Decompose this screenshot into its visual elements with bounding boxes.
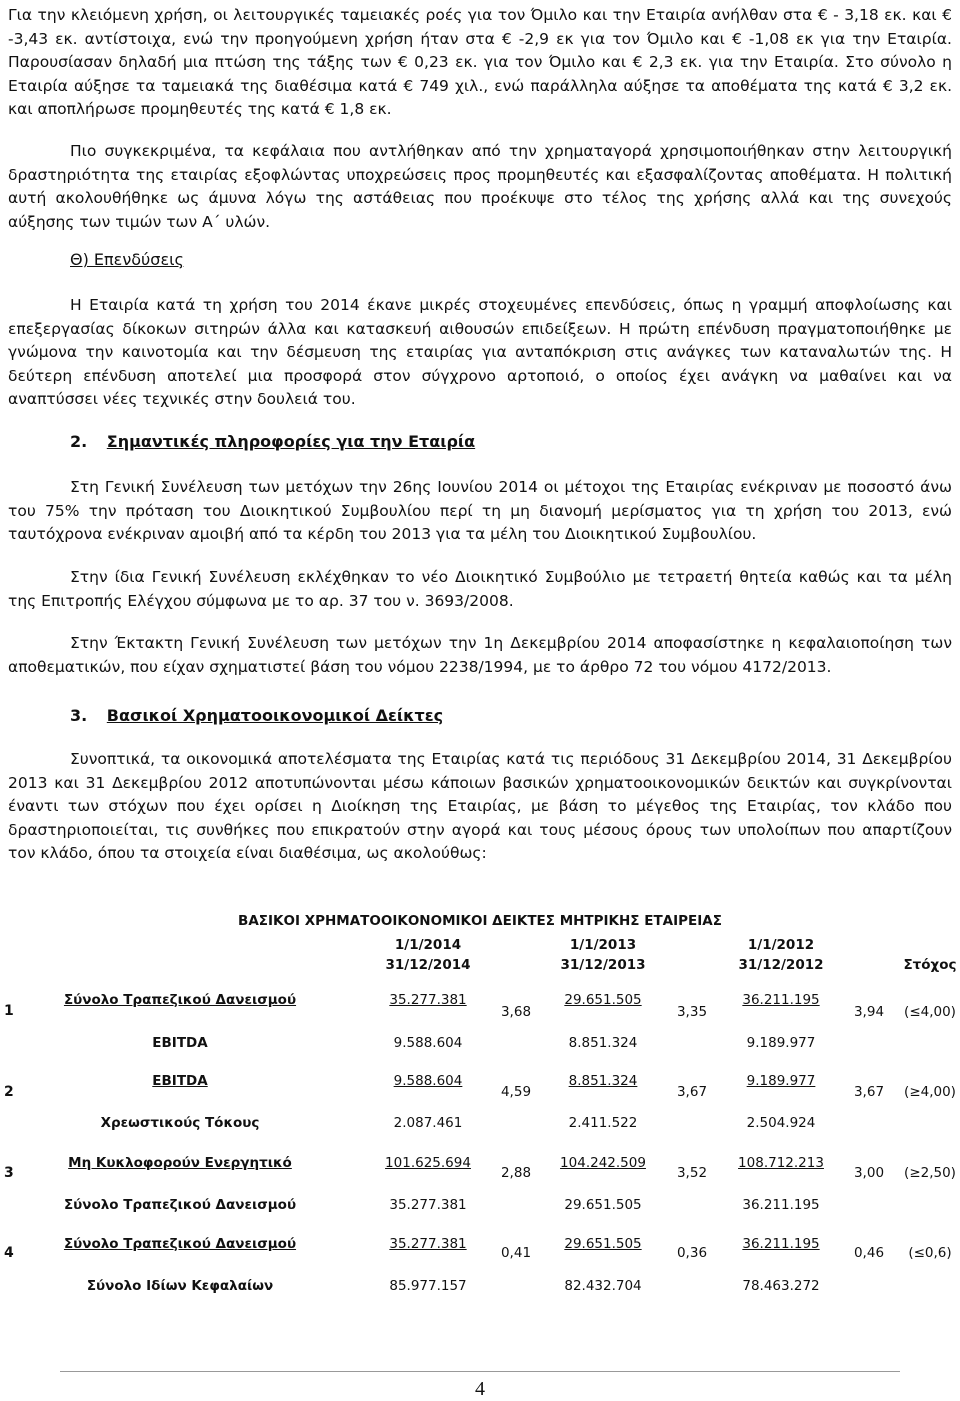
ratio-3-value-2012: 3,00 [853, 1165, 885, 1181]
ratio-4-numerator-2012: 36.211.195 [742, 1236, 820, 1252]
header-period-2013-end: 31/12/2013 [560, 957, 646, 973]
ratio-1-denominator-2014: 9.588.604 [393, 1035, 463, 1051]
ratio-2-denominator-label: Χρεωστικούς Τόκους [100, 1115, 260, 1131]
header-period-2014-end: 31/12/2014 [385, 957, 471, 973]
ratio-3-numerator-label: Μη Κυκλοφορούν Ενεργητικό [68, 1155, 292, 1171]
ratio-4-value-2014: 0,41 [500, 1245, 532, 1261]
paragraph-capital-usage: Πιο συγκεκριμένα, τα κεφάλαια που αντλήθηκαν από την χρηματαγορά χρησιμοποιήθηκαν στην λειτουργική δραστηριότητα της εταιρίας εξοφλώντας υποχρεώσεις προς προμηθευτές και εξασφαλίζοντας αποθέματα. Η πολιτική αυτή ακολουθήθηκε ως άμυνα λόγω της αστάθειας που προέκυψε στο τέλος της χρήσης αλλά και της συνεχούς αύξησης των τιμών των Α΄ υλών. [8, 142, 952, 231]
ratio-4-numerator-2014: 35.277.381 [389, 1236, 467, 1252]
ratio-4-value-2012: 0,46 [853, 1245, 885, 1261]
ratio-4-denominator-label: Σύνολο Ιδίων Κεφαλαίων [86, 1278, 274, 1294]
ratio-1-numerator-2013: 29.651.505 [564, 992, 642, 1008]
ratio-2-number: 2 [4, 1084, 14, 1100]
header-target: Στόχος [903, 957, 957, 973]
paragraph-general-assembly: Στη Γενική Συνέλευση των μετόχων την 26ης Ιουνίου 2014 οι μέτοχοι της Εταιρίας ενέκριναν με ποσοστό άνω του 75% την πρόταση του Διοικητικού Συμβουλίου περί τη μη διανομή μερίσματος για τη χρήση του 2013, ενώ ταυτόχρονα ενέκριναν αμοιβή από τα κέρδη του 2013 για τα μέλη του Διοικητικού Συμβουλίου. [8, 478, 952, 543]
ratio-3-numerator-2013: 104.242.509 [560, 1155, 646, 1171]
ratio-3-number: 3 [4, 1165, 14, 1181]
header-period-2012-end: 31/12/2012 [738, 957, 824, 973]
ratio-3-numerator-2014: 101.625.694 [385, 1155, 471, 1171]
ratio-2-value-2012: 3,67 [853, 1084, 885, 1100]
ratio-3-denominator-label: Σύνολο Τραπεζικού Δανεισμού [63, 1197, 297, 1213]
ratio-4-value-2013: 0,36 [676, 1245, 708, 1261]
ratio-4-target: (≤0,6) [908, 1245, 952, 1261]
ratio-4-numerator-2013: 29.651.505 [564, 1236, 642, 1252]
table-title: ΒΑΣΙΚΟΙ ΧΡΗΜΑΤΟΟΙΚΟΝΟΜΙΚΟΙ ΔΕΙΚΤΕΣ ΜΗΤΡΙΚΗΣ ΕΤΑΙΡΕΙΑΣ [238, 913, 722, 929]
section-3-title: Βασικοί Χρηματοοικονομικοί Δείκτες [106, 706, 444, 725]
page-number: 4 [475, 1378, 485, 1400]
ratio-1-value-2012: 3,94 [853, 1004, 885, 1020]
ratio-4-denominator-2012: 78.463.272 [742, 1278, 820, 1294]
ratio-3-numerator-2012: 108.712.213 [738, 1155, 824, 1171]
paragraph-cashflows: Για την κλειόμενη χρήση, οι λειτουργικές ταμειακές ροές για τον Όμιλο και την Εταιρία ανήλθαν στα € - 3,18 εκ. και € -3,43 εκ. αντίστοιχα, ενώ την προηγούμενη χρήση ήταν στα € -2,9 εκ για τον Όμιλο και € -1,08 εκ για την Εταιρία. Παρουσίασαν δηλαδή μια πτώση της τάξης των € 0,23 εκ. για τον Όμιλο και € 2,3 εκ. για την Εταιρία. Στο σύνολο η Εταιρία αύξησε τα ταμειακά της διαθέσιμα κατά € 749 χιλ., ενώ παράλληλα αύξησε τα αποθέματα της κατά € 3,2 εκ. και αποπλήρωσε προμηθευτές της κατά € 1,8 εκ. [8, 6, 952, 118]
ratio-1-denominator-label: EBITDA [152, 1035, 208, 1051]
ratio-4-denominator-2013: 82.432.704 [564, 1278, 642, 1294]
ratio-2-denominator-2014: 2.087.461 [393, 1115, 463, 1131]
paragraph-investments: Η Εταιρία κατά τη χρήση του 2014 έκανε μικρές στοχευμένες επενδύσεις, όπως η γραμμή αποφλοίωσης και επεξεργασίας δίκοκων σιτηρών άλλα και κατασκευή αιθουσών επιδείξεων. Η πρώτη επένδυση πραγματοποιήθηκε με γνώμονα την καινοτομία και την δέσμευση της εταιρίας για ανταπόκριση στις ανάγκες των καταναλωτών της. Η δεύτερη επένδυση αποτελεί μια προσφορά στον σύγχρονο αρτοποιό, ο οποίος έχει ανάγκη να μαθαίνει και να αναπτύσσει νέες τεχνικές στην δουλειά του. [8, 296, 952, 408]
section-3-number: 3. [70, 706, 88, 725]
ratio-4-number: 4 [4, 1245, 14, 1261]
ratio-1-numerator-label: Σύνολο Τραπεζικού Δανεισμού [63, 992, 297, 1008]
heading-investments: Θ) Επενδύσεις [70, 250, 184, 269]
ratio-1-denominator-2012: 9.189.977 [746, 1035, 816, 1051]
ratio-2-denominator-2013: 2.411.522 [568, 1115, 638, 1131]
ratio-2-numerator-2012: 9.189.977 [746, 1073, 816, 1089]
ratio-2-value-2013: 3,67 [676, 1084, 708, 1100]
ratio-3-denominator-2013: 29.651.505 [564, 1197, 642, 1213]
ratio-2-numerator-label: EBITDA [152, 1073, 208, 1089]
ratio-1-value-2014: 3,68 [500, 1004, 532, 1020]
header-period-2012-start: 1/1/2012 [747, 937, 815, 953]
ratio-1-denominator-2013: 8.851.324 [568, 1035, 638, 1051]
ratio-1-target: (≤4,00) [904, 1004, 956, 1020]
header-period-2013-start: 1/1/2013 [569, 937, 637, 953]
paragraph-financial-ratios-intro: Συνοπτικά, τα οικονομικά αποτελέσματα της Εταιρίας κατά τις περιόδους 31 Δεκεμβρίου 2014, 31 Δεκεμβρίου 2013 και 31 Δεκεμβρίου 2012 αποτυπώνονται μέσω κάποιων βασικών χρηματοοικονομικών δεικτών και συγκρίνονται έναντι των στόχων που έχει ορίσει η Διοίκηση της Εταιρίας, με βάση το μέγεθος της Εταιρίας, τον κλάδο που δραστηριοποιείται, τις συνθήκες που επικρατούν στην αγορά και τους μέσους όρους των υπολοίπων που απαρτίζουν τον κλάδο, όπου τα στοιχεία είναι διαθέσιμα, ως ακολούθως: [8, 750, 952, 862]
paragraph-extraordinary-assembly: Στην Έκτακτη Γενική Συνέλευση των μετόχων την 1η Δεκεμβρίου 2014 αποφασίστηκε η κεφαλαιοποίηση των αποθεματικών, που είχαν σχηματιστεί βάση του νόμου 2238/1994, με το άρθρο 72 του νόμου 4172/2013. [8, 634, 952, 676]
paragraph-board-election: Στην ίδια Γενική Συνέλευση εκλέχθηκαν το νέο Διοικητικό Συμβούλιο με τετραετή θητεία καθώς και τα μέλη της Επιτροπής Ελέγχου σύμφωνα με το αρ. 37 του ν. 3693/2008. [8, 568, 952, 610]
ratio-4-numerator-label: Σύνολο Τραπεζικού Δανεισμού [63, 1236, 297, 1252]
ratio-1-value-2013: 3,35 [676, 1004, 708, 1020]
ratio-1-numerator-2012: 36.211.195 [742, 992, 820, 1008]
footer-rule [60, 1371, 900, 1372]
ratio-3-value-2013: 3,52 [676, 1165, 708, 1181]
header-period-2014-start: 1/1/2014 [394, 937, 462, 953]
ratio-3-denominator-2014: 35.277.381 [389, 1197, 467, 1213]
ratio-3-denominator-2012: 36.211.195 [742, 1197, 820, 1213]
heading-section-2 [70, 432, 475, 451]
ratio-2-numerator-2013: 8.851.324 [568, 1073, 638, 1089]
ratio-1-numerator-2014: 35.277.381 [389, 992, 467, 1008]
ratio-1-number: 1 [4, 1003, 14, 1019]
ratio-2-numerator-2014: 9.588.604 [393, 1073, 463, 1089]
ratio-2-target: (≥4,00) [904, 1084, 956, 1100]
ratio-2-value-2014: 4,59 [500, 1084, 532, 1100]
section-2-number: 2. [70, 432, 88, 451]
ratio-3-value-2014: 2,88 [500, 1165, 532, 1181]
heading-section-3 [70, 706, 443, 725]
ratio-4-denominator-2014: 85.977.157 [389, 1278, 467, 1294]
section-2-title: Σημαντικές πληροφορίες για την Εταιρία [106, 432, 476, 451]
ratio-3-target: (≥2,50) [904, 1165, 956, 1181]
ratio-2-denominator-2012: 2.504.924 [746, 1115, 816, 1131]
